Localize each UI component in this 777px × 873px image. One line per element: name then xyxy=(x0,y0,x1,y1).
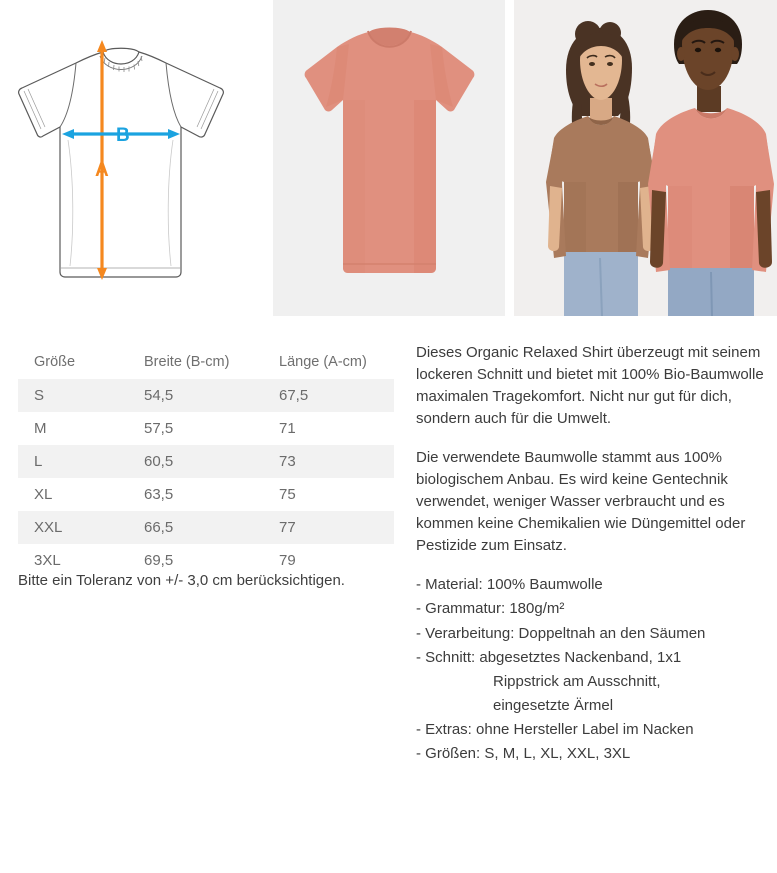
cell-width: 66,5 xyxy=(128,511,263,544)
table-row xyxy=(18,511,394,544)
svg-text:B: B xyxy=(116,125,130,146)
spec-weight: - Grammatur: 180g/m² xyxy=(416,600,565,618)
model-photo-cell[interactable] xyxy=(514,0,777,316)
spec-cut-line-2: Rippstrick am Ausschnitt, xyxy=(493,672,661,690)
t-shirt-product-photo xyxy=(273,0,505,316)
cell-length: 79 xyxy=(263,544,394,577)
description-paragraph-1: Dieses Organic Relaxed Shirt überzeugt mit seinem lockeren Schnitt und bietet mit 100% Bio-Baumwolle maximalen Tragekomfort. Nicht nur gut für dich, sondern auch für die Umwelt. xyxy=(416,344,764,428)
cell-length: 71 xyxy=(263,412,394,445)
cell-size: 3XL xyxy=(18,544,128,577)
product-description xyxy=(416,342,768,767)
cell-width: 60,5 xyxy=(128,445,263,478)
size-table xyxy=(18,345,394,577)
spec-cut: - Schnitt: abgesetztes Nackenband, 1x1 xyxy=(416,648,682,666)
svg-text:A: A xyxy=(95,160,109,181)
table-row xyxy=(18,478,394,511)
cell-width: 63,5 xyxy=(128,478,263,511)
header-width: Breite (B-cm) xyxy=(128,345,263,379)
header-size: Größe xyxy=(18,345,128,379)
cell-size: L xyxy=(18,445,128,478)
technical-drawing-cell[interactable] xyxy=(0,0,264,316)
description-paragraph-2: Die verwendete Baumwolle stammt aus 100% biologischem Anbau. Es wird keine Gentechnik verwendet, weniger Wasser verbraucht und es kommen keine Chemikalien wie Düngemittel oder Pestizide zum Einsatz. xyxy=(416,449,746,555)
size-table-block xyxy=(18,345,394,577)
cell-length: 75 xyxy=(263,478,394,511)
cell-width: 54,5 xyxy=(128,379,263,412)
cell-width: 57,5 xyxy=(128,412,263,445)
cell-size: XL xyxy=(18,478,128,511)
cell-length: 67,5 xyxy=(263,379,394,412)
table-row xyxy=(18,445,394,478)
t-shirt-technical-drawing xyxy=(0,0,264,316)
product-image-strip xyxy=(0,0,777,316)
specification-list xyxy=(416,574,768,764)
t-shirt-model-photo xyxy=(514,0,777,316)
spec-extras: - Extras: ohne Hersteller Label im Nacken xyxy=(416,720,694,738)
cell-length: 73 xyxy=(263,445,394,478)
spec-processing: - Verarbeitung: Doppeltnah an den Säumen xyxy=(416,624,706,642)
size-table-head xyxy=(18,345,394,379)
tolerance-note: Bitte ein Toleranz von +/- 3,0 cm berücksichtigen. xyxy=(18,572,345,589)
spec-cut-line-3: eingesetzte Ärmel xyxy=(493,696,614,714)
spec-material: - Material: 100% Baumwolle xyxy=(416,576,603,594)
table-header-row xyxy=(18,345,394,379)
table-row xyxy=(18,379,394,412)
size-table-body xyxy=(18,379,394,577)
table-row xyxy=(18,412,394,445)
cell-size: M xyxy=(18,412,128,445)
cell-size: S xyxy=(18,379,128,412)
cell-width: 69,5 xyxy=(128,544,263,577)
header-length: Länge (A-cm) xyxy=(263,345,394,379)
spec-sizes: - Größen: S, M, L, XL, XXL, 3XL xyxy=(416,744,631,762)
cell-size: XXL xyxy=(18,511,128,544)
cell-length: 77 xyxy=(263,511,394,544)
product-photo-cell[interactable] xyxy=(273,0,505,316)
